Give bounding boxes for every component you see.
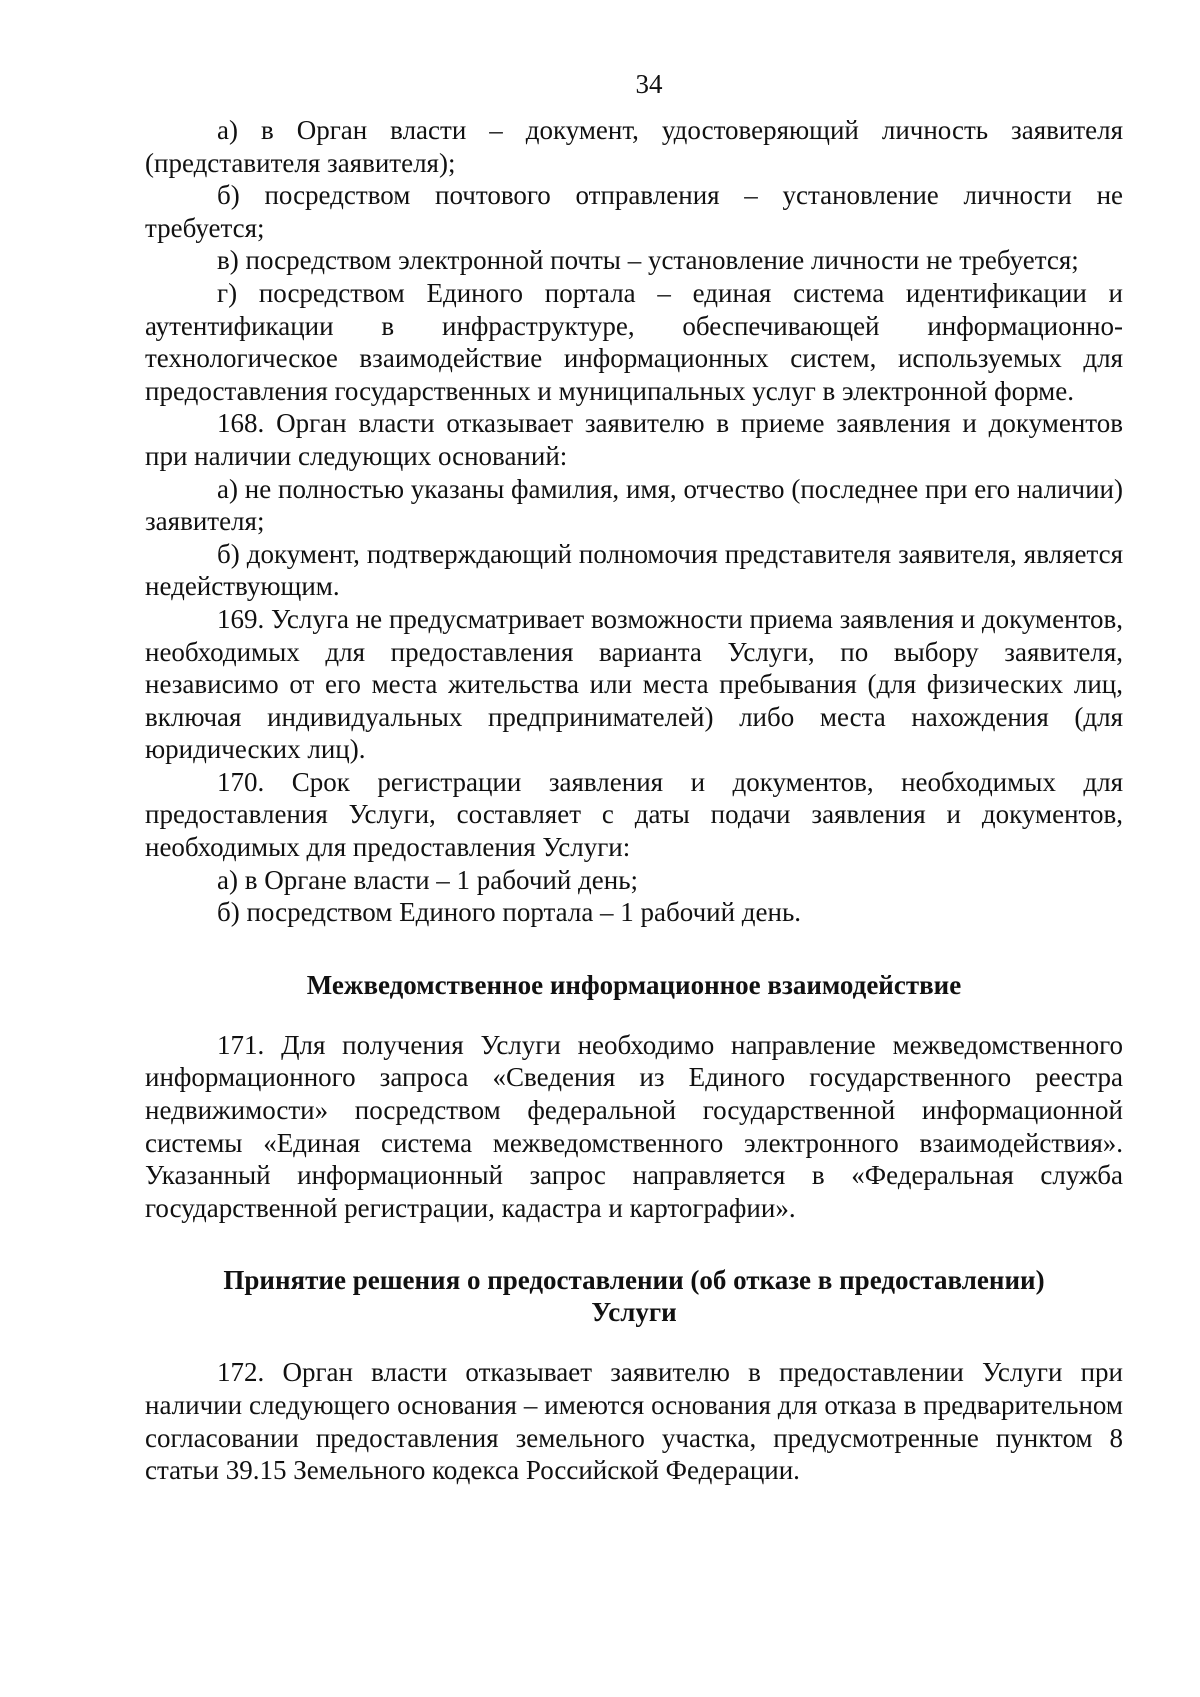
paragraph-169: 169. Услуга не предусматривает возможности приема заявления и документов, необходимых для предоставления варианта Услуги, по выбору заявителя, независимо от его места жительства или места пребывания (для физических лиц, включая индивидуальных предпринимателей) либо места нахождения (для юридических лиц).	[145, 603, 1123, 765]
document-page	[145, 68, 1123, 1487]
paragraph-172: 172. Орган власти отказывает заявителю в предоставлении Услуги при наличии следующего основания – имеются основания для отказа в предварительном согласовании предоставления земельного участка, предусмотренные пунктом 8 статьи 39.15 Земельного кодекса Российской Федерации.	[145, 1357, 1123, 1486]
paragraph-b-post: б) посредством почтового отправления – установление личности не требуется;	[145, 180, 1123, 243]
paragraph-171: 171. Для получения Услуги необходимо направление межведомственного информационного запроса «Сведения из Единого государственного реестра недвижимости» посредством федеральной государственной информационной системы «Единая система межведомственного электронного взаимодействия». Указанный информационный запрос направляется в «Федеральная служба государственной регистрации, кадастра и картографии».	[145, 1029, 1123, 1223]
paragraph-170-a: а) в Органе власти – 1 рабочий день;	[217, 864, 639, 895]
paragraph-a-identity: а) в Орган власти – документ, удостоверяющий личность заявителя (представителя заявителя);	[145, 115, 1123, 178]
requirements-block	[145, 114, 1123, 929]
section-heading-decision-line2: Услуги	[591, 1297, 677, 1328]
section-heading-interagency: Межведомственное информационное взаимодействие	[306, 969, 962, 1000]
page-number: 34	[635, 69, 663, 99]
section-heading-decision-line1: Принятие решения о предоставлении (об отказе в предоставлении)	[223, 1265, 1045, 1296]
paragraph-170: 170. Срок регистрации заявления и документов, необходимых для предоставления Услуги, составляет с даты подачи заявления и документов, необходимых для предоставления Услуги:	[145, 766, 1123, 863]
paragraph-d-portal: г) посредством Единого портала – единая система идентификации и аутентификации в инфраструктуре, обеспечивающей информационно-технологическое взаимодействие информационных систем, используемых для предоставления государственных и муниципальных услуг в электронной форме.	[145, 277, 1123, 406]
paragraph-168-b: б) документ, подтверждающий полномочия представителя заявителя, является недействующим.	[145, 538, 1123, 602]
paragraph-168: 168. Орган власти отказывает заявителю в приеме заявления и документов при наличии следующих оснований:	[145, 408, 1123, 471]
section-heading-decision	[145, 1264, 1123, 1328]
paragraph-170-b: б) посредством Единого портала – 1 рабочий день.	[217, 897, 802, 928]
paragraph-c-email: в) посредством электронной почты – установление личности не требуется;	[217, 245, 1079, 276]
paragraph-168-a: а) не полностью указаны фамилия, имя, отчество (последнее при его наличии) заявителя;	[145, 473, 1123, 537]
